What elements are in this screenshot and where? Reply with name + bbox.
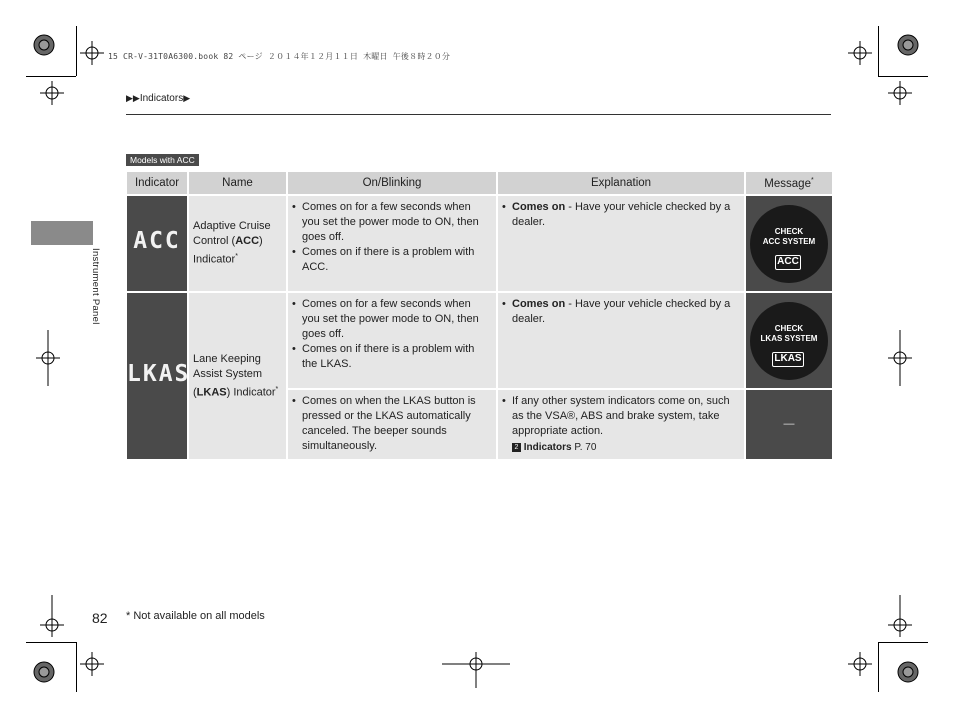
list-item: • Comes on if there is a problem with the LKAS. xyxy=(302,342,490,372)
acc-check-message-icon: CHECK ACC SYSTEM ACC xyxy=(750,205,828,283)
page-number: 82 xyxy=(92,610,108,626)
list-item: • Comes on for a few seconds when you set the power mode to ON, then goes off. xyxy=(302,297,490,342)
list-item: • Comes on if there is a problem with ACC. xyxy=(302,245,490,275)
list-item: • Comes on for a few seconds when you set the power mode to ON, then goes off. xyxy=(302,200,490,245)
acc-indicator-icon: ACC xyxy=(127,196,187,291)
model-tag: Models with ACC xyxy=(126,154,199,166)
list-item: • Comes on - Have your vehicle checked by a dealer. xyxy=(512,200,738,230)
col-header-message: Message* xyxy=(746,172,832,194)
lkas-indicator-icon: LKAS xyxy=(127,293,187,459)
breadcrumb-link[interactable]: Indicators xyxy=(139,93,184,104)
lkas-check-message-icon: CHECK LKAS SYSTEM LKAS xyxy=(750,302,828,380)
section-label: Instrument Panel xyxy=(90,248,101,325)
col-header-explanation: Explanation xyxy=(498,172,744,194)
lkas-message-none: — xyxy=(746,390,832,459)
col-header-name: Name xyxy=(189,172,286,194)
lkas-name: Lane Keeping Assist System (LKAS) Indicator* xyxy=(189,293,286,459)
indicators-cross-reference[interactable]: 2 Indicators P. 70 xyxy=(512,440,738,455)
breadcrumb-tail-arrow: ▶ xyxy=(183,93,191,103)
acc-name: Adaptive Cruise Control (ACC) Indicator* xyxy=(189,196,286,291)
col-header-on-blinking: On/Blinking xyxy=(288,172,496,194)
list-item: • Comes on when the LKAS button is pressed or the LKAS automatically canceled. The beeper sounds simultaneously. xyxy=(302,394,490,454)
col-header-indicator: Indicator xyxy=(127,172,187,194)
list-item: • Comes on - Have your vehicle checked by a dealer. xyxy=(512,297,738,327)
print-header: 15 CR-V-31T0A6300.book 82 ページ ２０１４年１２月１１日 木曜日 午後８時２０分 xyxy=(108,52,451,61)
list-item: • If any other system indicators come on, such as the VSA®, ABS and brake system, take appropriate action. 2 Indicators P. 70 xyxy=(512,394,738,455)
footnote: * Not available on all models xyxy=(126,610,265,622)
breadcrumb-arrows: ▶▶ xyxy=(126,93,140,103)
cross-reference-icon: 2 xyxy=(512,443,521,452)
